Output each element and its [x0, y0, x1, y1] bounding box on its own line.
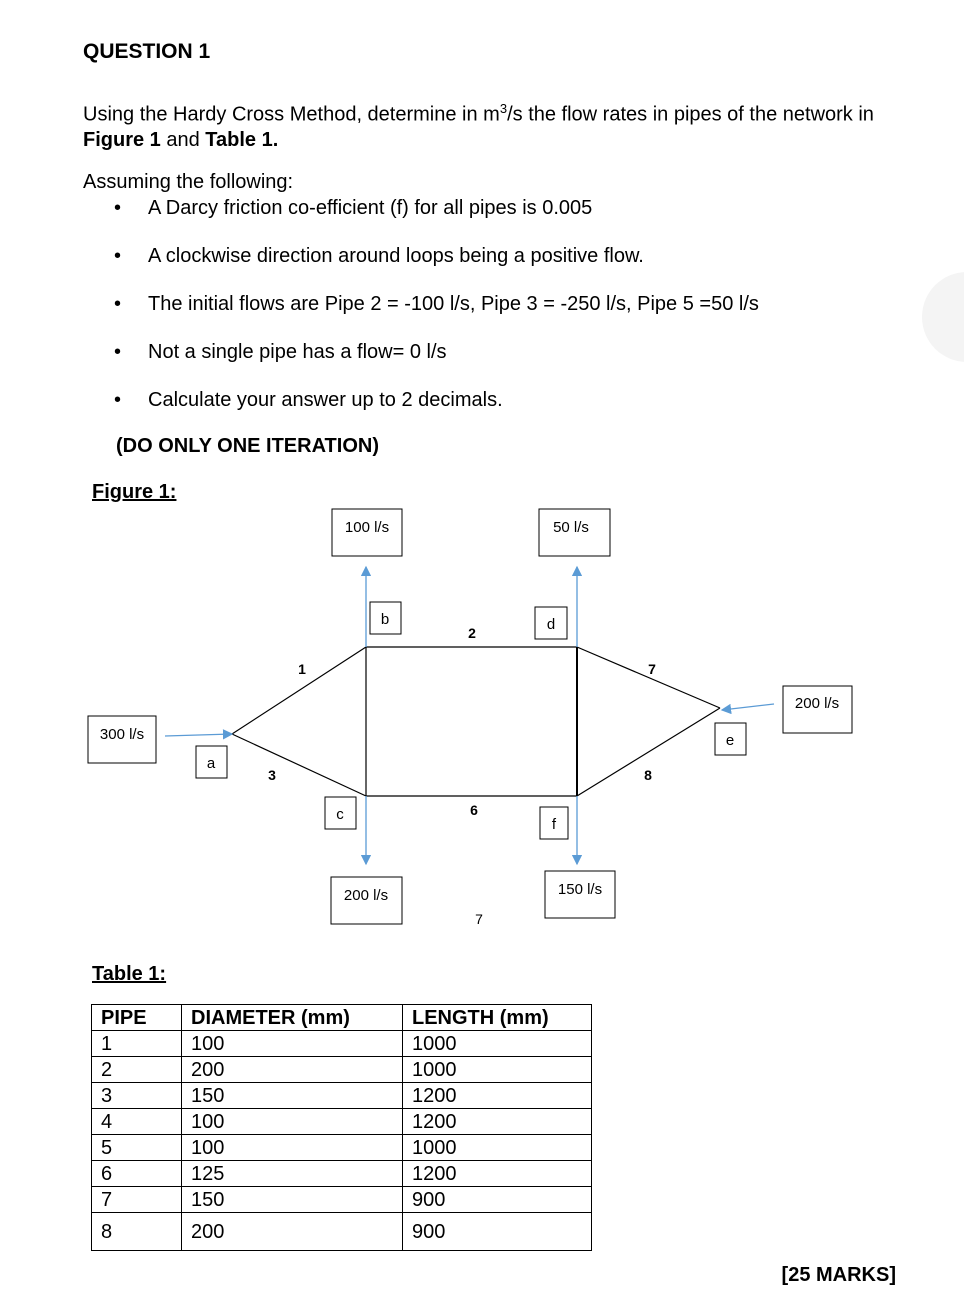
cell-diameter: 125	[182, 1161, 403, 1187]
cell-length: 1200	[403, 1109, 592, 1135]
assumptions-heading: Assuming the following:	[83, 171, 294, 193]
table-row	[92, 1213, 592, 1251]
col-header-diameter: DIAMETER (mm)	[182, 1005, 403, 1031]
cell-pipe: 4	[92, 1109, 182, 1135]
cell-length: 1200	[403, 1161, 592, 1187]
cell-pipe: 5	[92, 1135, 182, 1161]
cell-pipe: 7	[92, 1187, 182, 1213]
table-label: Table 1:	[92, 963, 167, 985]
node-b-label: b	[380, 611, 390, 628]
table-row	[92, 1135, 592, 1161]
table-row	[92, 1161, 592, 1187]
intro-figure-ref: Figure 1	[83, 128, 161, 151]
cell-diameter: 100	[182, 1109, 403, 1135]
table-row	[92, 1057, 592, 1083]
cell-pipe: 1	[92, 1031, 182, 1057]
pipe-3-number: 3	[268, 767, 276, 783]
table-row	[92, 1187, 592, 1213]
table-header-row	[92, 1005, 592, 1031]
bullet-icon: •	[114, 341, 122, 363]
pipe-3-line	[232, 734, 366, 796]
cell-diameter: 200	[182, 1057, 403, 1083]
bullet-text: Calculate your answer up to 2 decimals.	[148, 389, 503, 411]
figure-label: Figure 1:	[92, 481, 177, 503]
pipe-data-table	[91, 1004, 592, 1251]
bullet-icon: •	[114, 197, 122, 219]
intro-text-b: /s the flow rates in pipes of the network in	[507, 103, 874, 126]
bullet-icon: •	[114, 245, 122, 267]
cell-length: 1000	[403, 1135, 592, 1161]
flow-in-e-label: 200 l/s	[794, 695, 840, 712]
intro-and: and	[160, 128, 206, 151]
pipe-8-number: 8	[644, 767, 652, 783]
marks-label: [25 MARKS]	[781, 1264, 896, 1286]
cell-diameter: 100	[182, 1031, 403, 1057]
col-header-length: LENGTH (mm)	[403, 1005, 592, 1031]
bullet-icon: •	[114, 293, 122, 315]
intro-text-a: Using the Hardy Cross Method, determine in m	[83, 103, 500, 126]
intro-superscript: 3	[499, 101, 508, 116]
cell-length: 900	[403, 1213, 592, 1251]
pipe-2-number: 2	[468, 625, 476, 641]
flow-out-f-label: 150 l/s	[557, 881, 603, 898]
pipe-1-number: 1	[298, 661, 306, 677]
iteration-note: (DO ONLY ONE ITERATION)	[116, 435, 379, 457]
node-f-label: f	[551, 816, 557, 833]
inflow-e-arrow	[722, 704, 774, 710]
cell-diameter: 150	[182, 1187, 403, 1213]
cell-pipe: 8	[92, 1213, 182, 1251]
cell-length: 1000	[403, 1057, 592, 1083]
inflow-a-arrow	[165, 734, 232, 736]
flow-out-c-label: 200 l/s	[343, 887, 389, 904]
node-a-label: a	[206, 755, 216, 772]
pipe-7-number: 7	[648, 661, 656, 677]
cell-diameter: 100	[182, 1135, 403, 1161]
bullet-icon: •	[114, 389, 122, 411]
flow-out-b-label: 100 l/s	[344, 519, 390, 536]
flow-in-a-label: 300 l/s	[99, 726, 145, 743]
cell-length: 1000	[403, 1031, 592, 1057]
cell-pipe: 3	[92, 1083, 182, 1109]
cell-diameter: 150	[182, 1083, 403, 1109]
table-row	[92, 1083, 592, 1109]
col-header-pipe: PIPE	[92, 1005, 182, 1031]
flow-out-d-label: 50 l/s	[553, 519, 589, 536]
pipe-7-line	[577, 647, 720, 708]
node-c-label: c	[336, 806, 344, 823]
cell-diameter: 200	[182, 1213, 403, 1251]
cell-pipe: 2	[92, 1057, 182, 1083]
bullet-text: A Darcy friction co-efficient (f) for all pipes is 0.005	[148, 197, 593, 219]
table-row	[92, 1109, 592, 1135]
bullet-text: The initial flows are Pipe 2 = -100 l/s, Pipe 3 = -250 l/s, Pipe 5 =50 l/s	[148, 293, 759, 315]
question-title: QUESTION 1	[83, 40, 211, 63]
table-row	[92, 1031, 592, 1057]
cell-pipe: 6	[92, 1161, 182, 1187]
cell-length: 900	[403, 1187, 592, 1213]
node-e-label: e	[725, 732, 735, 749]
node-d-label: d	[546, 616, 556, 633]
bullet-text: Not a single pipe has a flow= 0 l/s	[148, 341, 447, 363]
bullet-text: A clockwise direction around loops being a positive flow.	[148, 245, 644, 267]
intro-table-ref: Table 1.	[205, 128, 279, 151]
pipe-6-number: 6	[470, 802, 478, 818]
cell-length: 1200	[403, 1083, 592, 1109]
page-number: 7	[475, 911, 483, 927]
